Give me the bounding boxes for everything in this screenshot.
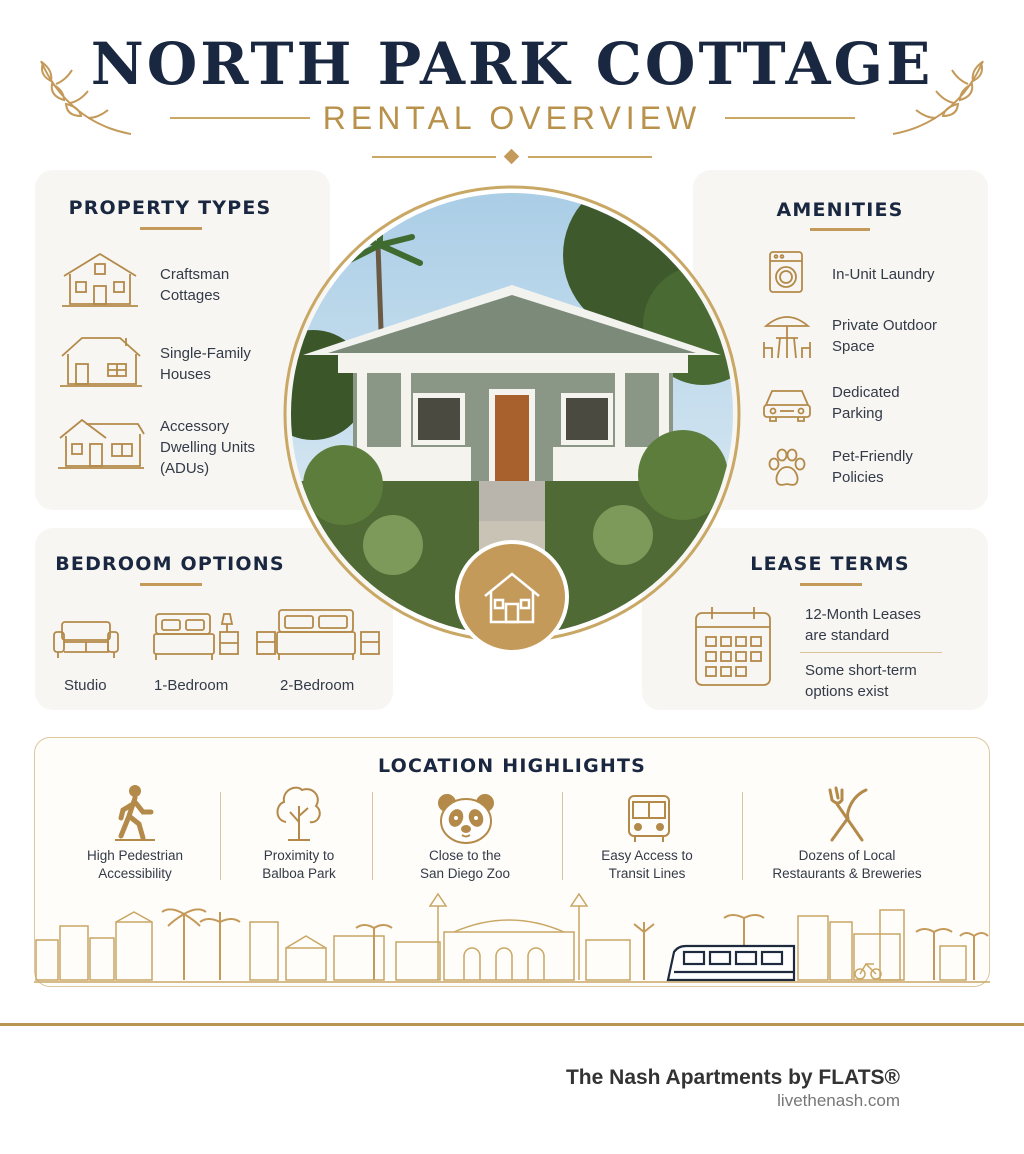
amenity-label: Pet-Friendly Policies [832,448,913,486]
car-icon [762,383,812,423]
property-type-label: Accessory Dwelling Units (ADUs) [160,418,256,477]
amenity-label: Private Outdoor Space [832,317,938,355]
page-subtitle: RENTAL OVERVIEW [322,100,702,136]
divider [220,792,221,880]
title-underline [800,583,862,586]
city-skyline [34,892,990,984]
panda-icon [437,793,495,845]
location-highlights-title: LOCATION HIGHLIGHTS [377,755,647,777]
lease-terms-title: LEASE TERMS [750,553,910,575]
patio-table-icon [762,312,812,360]
location-highlight-label: Proximity to Balboa Park [262,848,336,881]
divider [562,792,563,880]
divider [800,652,942,653]
divider [372,792,373,880]
location-highlight-label: Close to the San Diego Zoo [419,848,511,881]
adu-icon [56,416,146,470]
website-link[interactable]: livethenash.com [777,1091,900,1110]
lease-term-label: Some short-term options exist [805,662,917,700]
title-underline [140,227,202,230]
bedroom-option-label: 2-Bedroom [280,677,355,694]
bus-icon [625,794,673,844]
footer-divider [0,1023,1024,1026]
divider [528,156,652,158]
washer-icon [768,250,804,294]
location-highlight-label: Dozens of Local Restaurants & Breweries [772,848,922,881]
fork-knife-icon [822,786,872,844]
bedroom-option-label: 1-Bedroom [154,677,229,694]
divider [372,156,496,158]
house-icon [58,334,144,388]
bedroom-options-title: BEDROOM OPTIONS [55,553,285,575]
page-title: NORTH PARK COTTAGE [90,30,934,98]
cottage-icon [60,250,140,308]
home-badge-icon [455,540,569,654]
tree-icon [274,784,324,842]
location-highlight-label: High Pedestrian Accessibility [86,848,184,881]
location-highlight-label: Easy Access to Transit Lines [601,848,693,881]
title-underline [140,583,202,586]
property-type-label: Single-Family Houses [160,345,251,383]
amenities-title: AMENITIES [776,199,904,221]
pedestrian-icon [113,784,157,842]
single-bed-icon [152,610,240,662]
amenity-label: Dedicated Parking [832,384,900,422]
paw-icon [765,447,809,489]
sofa-icon [52,618,120,660]
property-types-title: PROPERTY TYPES [68,197,272,219]
amenity-label: In-Unit Laundry [832,266,935,283]
brand-name: The Nash Apartments by FLATS® [565,1066,900,1089]
title-underline [810,228,870,231]
lease-term-label: 12-Month Leases are standard [805,606,921,644]
diamond-ornament-icon [504,149,520,165]
property-type-label: Craftsman Cottages [160,266,230,304]
bedroom-option-label: Studio [64,677,107,694]
divider [742,792,743,880]
